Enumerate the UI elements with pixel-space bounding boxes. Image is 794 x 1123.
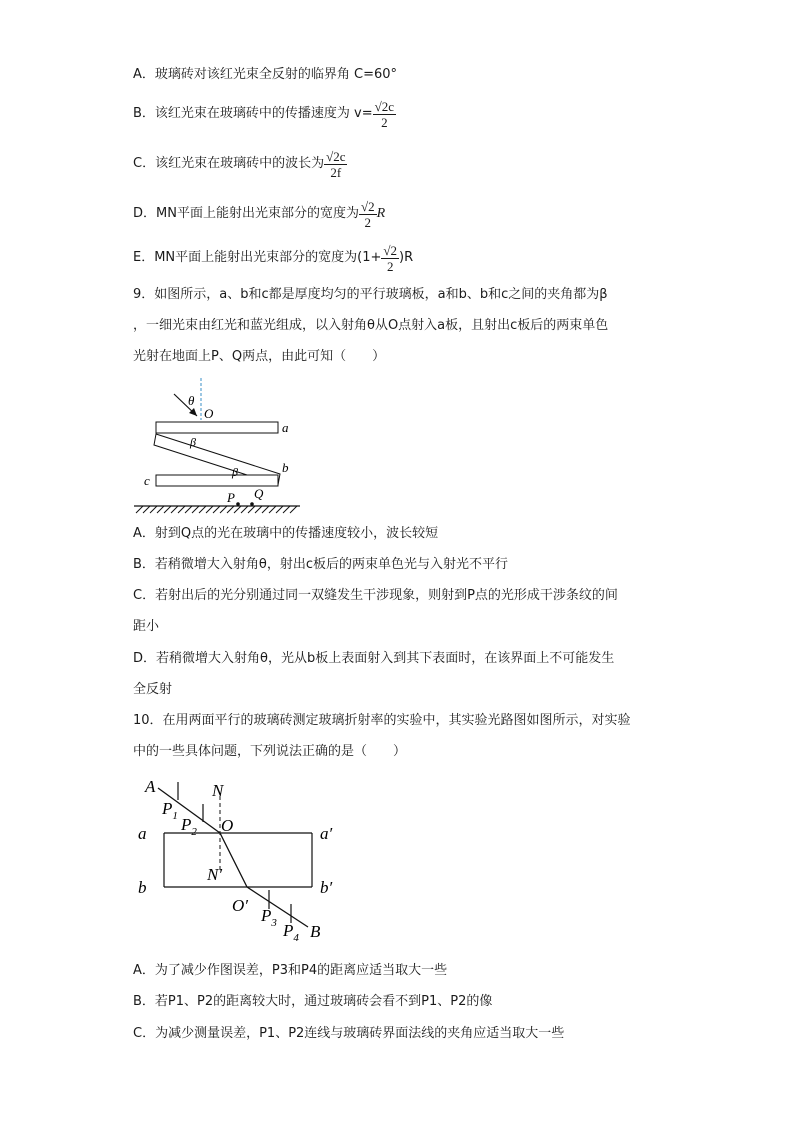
q8-option-d-fraction	[359, 199, 377, 230]
plate-b-label: b	[282, 460, 289, 475]
q10-option-b: B．若P1、P2的距离较大时，通过玻璃砖会看不到P1、P2的像	[133, 994, 493, 1009]
q10-stem-line-1: 10．在用两面平行的玻璃砖测定玻璃折射率的实验中，其实验光路图如图所示，对实验	[133, 713, 631, 728]
fraction-denominator: 2	[386, 258, 394, 274]
q8-option-d-text: D．MN平面上能射出光束部分的宽度为	[133, 206, 359, 221]
q8-option-e-text: E．MN平面上能射出光束部分的宽度为(1+	[133, 250, 382, 265]
fraction-denominator: 2	[364, 214, 372, 230]
q9-option-a: A．射到Q点的光在玻璃中的传播速度较小，波长较短	[133, 526, 439, 541]
fraction-numerator: √2c	[374, 98, 395, 114]
beta-label-1: β	[190, 435, 196, 449]
beta-label-2: β	[232, 465, 238, 479]
label-b-prime: b′	[320, 878, 333, 897]
point-p-dot	[236, 502, 240, 506]
q10-stem-line-2: 中的一些具体问题，下列说法正确的是（ ）	[133, 744, 407, 759]
fraction-numerator: √2c	[326, 148, 346, 164]
q8-option-c	[133, 146, 347, 182]
q9-option-d-line-2: 全反射	[133, 682, 173, 697]
q8-option-b	[133, 96, 396, 132]
fraction-numerator: √2	[360, 198, 375, 214]
q8-option-a: A．玻璃砖对该红光束全反射的临界角 C=60°	[133, 67, 398, 82]
label-a-prime: a′	[320, 824, 333, 843]
label-p3: $P_3$	[261, 906, 277, 929]
q9-option-c-line-2: 距小	[133, 619, 160, 634]
fraction-denominator: 2f	[330, 164, 342, 180]
q8-option-e-post: )R	[399, 250, 414, 265]
point-q-label: Q	[254, 486, 264, 501]
fraction-denominator: 2	[381, 114, 388, 130]
label-b-edge: b	[138, 878, 147, 897]
plate-c	[156, 475, 278, 486]
q8-option-d	[133, 196, 385, 232]
ray-ob	[247, 887, 308, 927]
q8-option-c-fraction	[324, 149, 347, 180]
q8-option-c-text: C．该红光束在玻璃砖中的波长为	[133, 156, 325, 171]
q9-stem-line-2: ，一细光束由红光和蓝光组成，以入射角θ从O点射入a板，且射出c板后的两束单色	[133, 318, 609, 333]
plate-c-label: c	[144, 473, 150, 488]
label-o-prime: O′	[232, 896, 248, 915]
theta-label: θ	[188, 393, 195, 408]
ray-oo	[220, 833, 247, 887]
plate-a-label: a	[282, 420, 289, 435]
q8-option-b-fraction	[373, 99, 396, 130]
q8-option-b-text: B．该红光束在玻璃砖中的传播速度为 v=	[133, 106, 373, 121]
label-p2: $P_2$	[181, 815, 197, 838]
label-o: O	[221, 816, 234, 835]
point-p-label: P	[227, 490, 235, 505]
q8-option-e-fraction	[381, 243, 399, 274]
point-q-dot	[250, 502, 254, 506]
label-a-edge: a	[138, 824, 147, 843]
point-o-label: O	[204, 406, 214, 421]
q8-option-d-post: R	[376, 206, 386, 221]
label-b-point: B	[310, 922, 321, 941]
q8-option-e	[133, 240, 413, 276]
fraction-numerator: √2	[383, 242, 398, 258]
q10-option-a: A．为了减少作图误差，P3和P4的距离应适当取大一些	[133, 963, 448, 978]
label-a-point: A	[145, 777, 156, 796]
q9-option-b: B．若稍微增大入射角θ，射出c板后的两束单色光与入射光不平行	[133, 557, 509, 572]
plate-a	[156, 422, 278, 433]
label-n-prime: N′	[207, 865, 223, 884]
q10-figure-refraction	[130, 772, 350, 944]
label-p4: $P_4$	[283, 921, 299, 944]
q10-option-c: C．为减少测量误差，P1、P2连线与玻璃砖界面法线的夹角应适当取大一些	[133, 1026, 565, 1041]
q9-figure-glass-plates	[130, 372, 310, 520]
ground-hatching	[136, 506, 297, 513]
label-n: N	[212, 781, 224, 800]
q9-option-d-line-1: D．若稍微增大入射角θ，光从b板上表面射入到其下表面时，在该界面上不可能发生	[133, 651, 615, 666]
q9-stem-line-1: 9．如图所示，a、b和c都是厚度均匀的平行玻璃板，a和b、b和c之间的夹角都为β	[133, 287, 608, 302]
label-p1: $P_1$	[162, 799, 178, 822]
q9-option-c-line-1: C．若射出后的光分别通过同一双缝发生干涉现象，则射到P点的光形成干涉条纹的间	[133, 588, 618, 603]
q9-stem-line-3: 光射在地面上P、Q两点，由此可知（ ）	[133, 349, 386, 364]
